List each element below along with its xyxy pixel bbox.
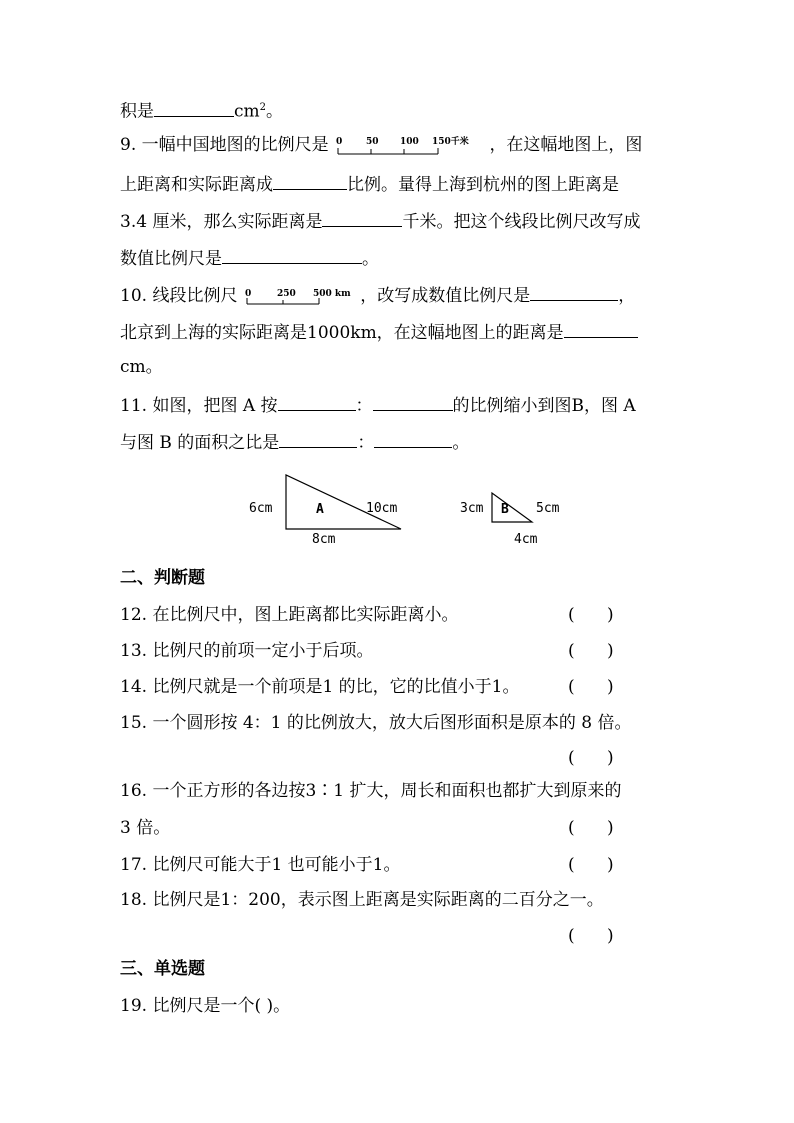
tf-q15-answer[interactable]: ( ) [568,748,614,768]
tf-q12: 12. 在比例尺中，图上距离都比实际距离小。 [120,605,459,625]
q9-blank-3[interactable] [222,245,362,264]
q11-blank-3[interactable] [279,429,357,448]
triangle-a-name: A [316,502,324,517]
q10-blank-2[interactable] [564,319,638,338]
tf-q17: 17. 比例尺可能大于1 也可能小于1。 [120,855,401,875]
section-title-single-choice: 三、单选题 [120,959,205,979]
triangle-b-bottom-label: 4cm [514,532,538,547]
q9-scale-tick-2: 100 [400,136,419,147]
tf-q15: 15. 一个圆形按 4：1 的比例放大，放大后图形面积是原本的 8 倍。 [120,713,632,733]
q11-blank-2[interactable] [373,392,453,411]
tf-q14-answer[interactable]: ( ) [568,677,614,697]
q10-scale-bar [243,286,355,308]
q11-line-2: 与图 B 的面积之比是 ： 。 [120,429,469,455]
tf-q16: 16. 一个正方形的各边按3∶1 扩大，周长和面积也都扩大到原来的 [120,781,622,801]
q9-line-3: 3.4 厘米，那么实际距离是 千米。把这个线段比例尺改写成 [120,208,640,234]
q10-scale-tick-0: 0 [244,288,252,299]
q11-blank-4[interactable] [374,429,452,448]
q9-line-2: 上距离和实际距离成 比例。量得上海到杭州的图上距离是 [120,171,619,197]
q8-tail: 积是 $cm^2$。 [120,96,283,124]
q9-scale-tick-0: 0 [336,136,343,147]
triangle-a-left-label: 6cm [249,501,273,516]
tf-q13: 13. 比例尺的前项一定小于后项。 [120,641,374,661]
q10-blank-1[interactable] [530,282,618,301]
q9-blank-2[interactable] [322,208,402,227]
triangle-b-left-label: 3cm [460,501,484,516]
q10-line-3: cm。 [120,357,163,377]
q10-scale-tick-2: 500 km [312,288,351,299]
q11-blank-1[interactable] [278,392,356,411]
tf-q17-answer[interactable]: ( ) [568,855,614,875]
tf-q14: 14. 比例尺就是一个前项是1 的比，它的比值小于1。 [120,677,520,697]
tf-q16-cont: 3 倍。 [120,818,171,838]
q9-blank-1[interactable] [273,171,347,190]
q9-scale-tick-1: 50 [366,136,379,147]
tf-q12-answer[interactable]: ( ) [568,605,614,625]
q10-line-1: 10. 线段比例尺 0 250 500 km ，改写成数值比例尺是 ， [120,282,635,308]
q19: 19. 比例尺是一个( )。 [120,996,291,1016]
q9-scale-tick-3: 150千米 [432,136,469,147]
section-title-judgement: 二、判断题 [120,568,205,588]
triangle-a-hyp-label: 10cm [366,501,398,516]
tf-q18: 18. 比例尺是1：200，表示图上距离是实际距离的二百分之一。 [120,890,604,910]
tf-q18-answer[interactable]: ( ) [568,926,614,946]
triangle-b-name: B [501,502,509,517]
triangle-b-hyp-label: 5cm [536,501,560,516]
q9-line-1: 9. 一幅中国地图的比例尺是 0 50 100 150千米 ，在这幅地图上，图 [120,133,642,158]
tf-q16-answer[interactable]: ( ) [568,818,614,838]
triangle-figure [230,468,590,552]
q11-line-1: 11. 如图，把图 A 按 ： 的比例缩小到图B，图 A [120,392,636,418]
q8-blank[interactable] [154,98,234,117]
q10-line-2: 北京到上海的实际距离是1000km，在这幅地图上的距离是 [120,319,638,345]
triangle-a-bottom-label: 8cm [312,532,336,547]
q10-scale-tick-1: 250 [276,288,296,299]
triangle-a [249,475,401,547]
q9-line-4: 数值比例尺是 。 [120,245,379,271]
triangle-b [460,493,560,547]
tf-q13-answer[interactable]: ( ) [568,641,614,661]
q9-scale-bar [334,134,484,158]
